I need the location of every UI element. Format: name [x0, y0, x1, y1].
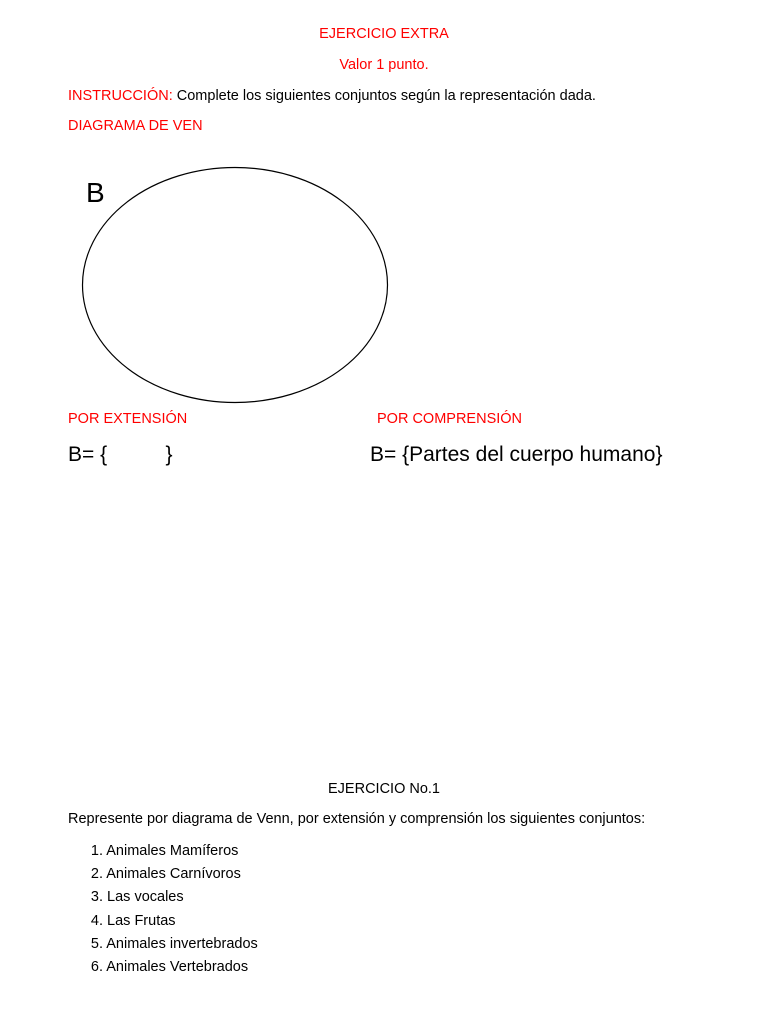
comprehension-heading: POR COMPRENSIÓN — [377, 411, 523, 427]
list-item: 4. Las Frutas — [90, 912, 176, 929]
exercise1-instruction: Represente por diagrama de Venn, por extensión y comprensión los siguientes conjuntos: — [68, 811, 646, 827]
comprehension-set: B= {Partes del cuerpo humano} — [370, 443, 663, 466]
list-item: 6. Animales Vertebrados — [90, 959, 249, 976]
instruction-line — [68, 87, 596, 105]
list-item: 1. Animales Mamíferos — [90, 843, 239, 859]
diagram-heading: DIAGRAMA DE VEN — [68, 118, 203, 134]
extension-heading: POR EXTENSIÓN — [68, 411, 188, 427]
venn-set-label: B — [86, 177, 105, 208]
extra-exercise-title: EJERCICIO EXTRA — [319, 26, 449, 42]
exercise1-list — [68, 840, 258, 979]
list-item: 5. Animales invertebrados — [90, 935, 258, 952]
instruction-text: Complete los siguientes conjuntos según la representación dada. — [172, 88, 596, 104]
list-item: 2. Animales Carnívoros — [90, 866, 241, 883]
venn-diagram-ellipse — [78, 162, 394, 406]
extra-exercise-value: Valor 1 punto. — [339, 57, 429, 73]
extension-set: B= { } — [68, 443, 173, 466]
instruction-label: INSTRUCCIÓN: — [68, 88, 173, 104]
exercise1-title: EJERCICIO No.1 — [328, 781, 440, 797]
list-item: 3. Las vocales — [90, 889, 184, 906]
